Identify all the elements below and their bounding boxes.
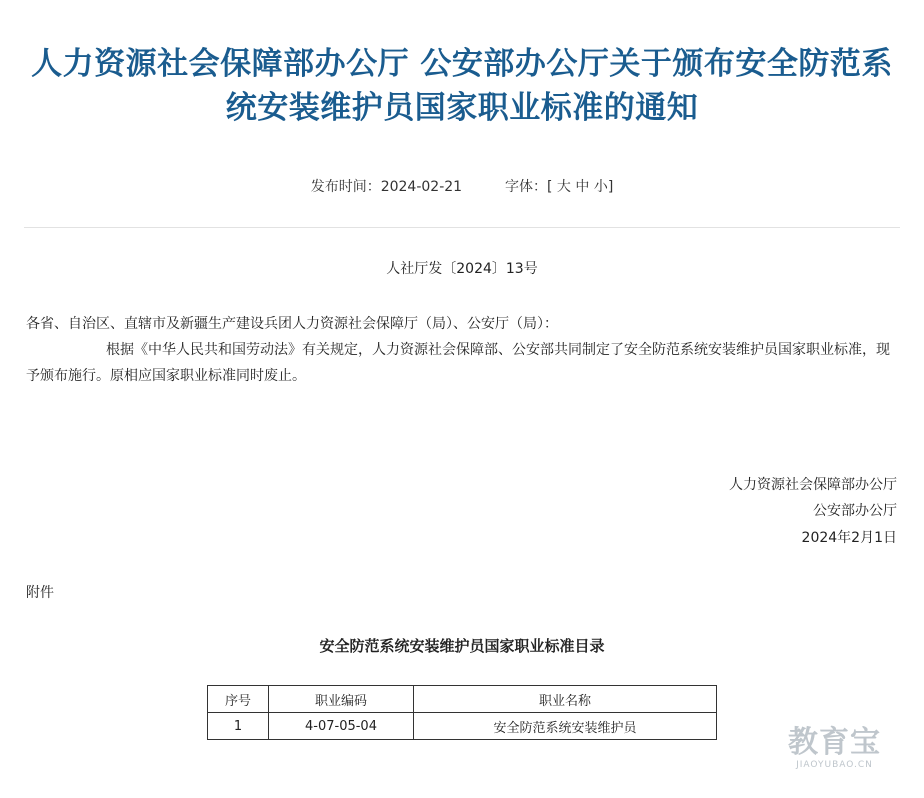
cell-code: 4-07-05-04 [269, 713, 414, 740]
document-number: 人社厅发〔2024〕13号 [386, 261, 538, 277]
font-size-small-link[interactable]: 小 [593, 179, 608, 195]
occupation-table [207, 685, 717, 740]
font-size-label: 字体： [504, 179, 547, 195]
publish-date: 2024-02-21 [380, 179, 463, 195]
table-header-row [208, 686, 717, 713]
attachment-label: 附件 [26, 585, 54, 601]
page-title: 人力资源社会保障部办公厅 公安部办公厅关于颁布安全防范系统安装维护员国家职业标准的通知 [31, 46, 893, 126]
watermark-text: 教育宝 [788, 725, 881, 760]
signature-date: 2024年2月1日 [801, 530, 897, 546]
signature-issuer-2: 公安部办公厅 [813, 503, 897, 519]
font-bracket-close: ] [607, 179, 614, 195]
cell-name: 安全防范系统安装维护员 [414, 713, 717, 740]
header-name: 职业名称 [414, 686, 717, 713]
table-row [208, 713, 717, 740]
header-code: 职业编码 [269, 686, 414, 713]
signature-issuer-1: 人力资源社会保障部办公厅 [729, 477, 897, 493]
publish-label: 发布时间： [310, 179, 381, 195]
divider [24, 227, 900, 228]
font-size-medium-link[interactable]: 中 [575, 179, 590, 195]
article-meta [0, 176, 924, 196]
header-index: 序号 [208, 686, 269, 713]
font-bracket-open: [ [546, 179, 553, 195]
table-title: 安全防范系统安装维护员国家职业标准目录 [319, 637, 605, 655]
watermark-logo [788, 726, 881, 770]
font-size-large-link[interactable]: 大 [556, 179, 571, 195]
watermark-url: JIAOYUBAO.CN [796, 760, 873, 770]
body-paragraph: 根据《中华人民共和国劳动法》有关规定，人力资源社会保障部、公安部共同制定了安全防范系统安装维护员国家职业标准，现予颁布施行。原相应国家职业标准同时废止。 [26, 342, 890, 384]
cell-index: 1 [208, 713, 269, 740]
addressee: 各省、自治区、直辖市及新疆生产建设兵团人力资源社会保障厅（局）、公安厅（局）： [26, 316, 558, 332]
